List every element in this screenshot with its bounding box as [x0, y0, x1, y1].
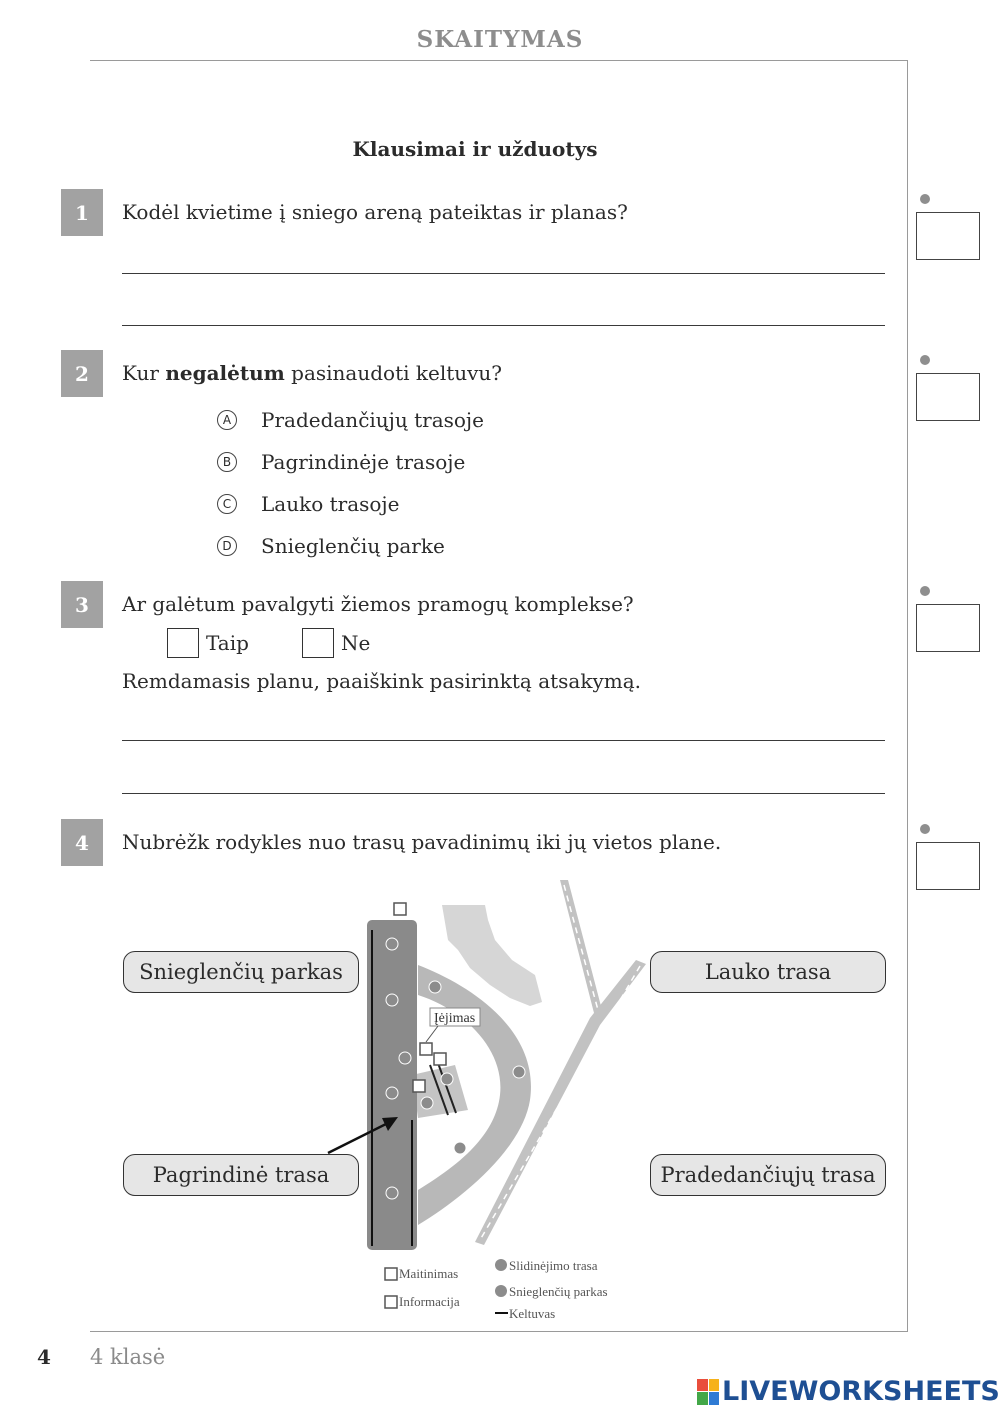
liveworksheets-icon: [697, 1379, 719, 1405]
ski-marker: [513, 1066, 525, 1078]
info-icon: [420, 1043, 432, 1055]
legend-ski: Slidinėjimo trasa: [509, 1258, 598, 1273]
option-d-letter[interactable]: D: [217, 536, 237, 556]
label-snowboard-park[interactable]: Snieglenčių parkas: [123, 951, 359, 993]
map-main-slope: [367, 920, 417, 1250]
question-3-number: 3: [61, 581, 103, 628]
no-label: Ne: [341, 631, 371, 655]
question-1-number: 1: [61, 189, 103, 236]
ski-marker: [399, 1052, 411, 1064]
question-1-text: Kodėl kvietime į sniego areną pateiktas ir planas?: [122, 200, 628, 224]
section-title: Klausimai ir užduotys: [352, 137, 598, 161]
question-2-text-start: Kur: [122, 361, 166, 385]
legend-food: Maitinimas: [399, 1266, 459, 1281]
option-a-letter[interactable]: A: [217, 410, 237, 430]
food-icon: [394, 903, 406, 915]
legend-snowboard: Snieglenčių parkas: [509, 1284, 608, 1299]
ski-marker: [429, 981, 441, 993]
yes-label: Taip: [206, 631, 249, 655]
question-4-text: Nubrėžk rodykles nuo trasų pavadinimų iki jų vietos plane.: [122, 830, 722, 854]
question-2-number: 2: [61, 350, 103, 397]
grade-label: 4 klasė: [90, 1345, 166, 1369]
map-road-top: [560, 880, 602, 1013]
ski-marker: [386, 994, 398, 1006]
legend-info-icon: [385, 1296, 397, 1308]
question-3-explain: Remdamasis planu, paaiškink pasirinktą atsakymą.: [122, 669, 642, 693]
food-icon: [413, 1080, 425, 1092]
legend-snowboard-icon: [495, 1285, 507, 1297]
question-3-text: Ar galėtum pavalgyti žiemos pramogų komplekse?: [122, 592, 634, 616]
label-beginner-slope[interactable]: Pradedančiųjų trasa: [650, 1154, 886, 1196]
legend-ski-icon: [495, 1259, 507, 1271]
legend-lift: Keltuvas: [509, 1306, 556, 1321]
ski-marker: [386, 938, 398, 950]
label-outdoor-slope[interactable]: Lauko trasa: [650, 951, 886, 993]
brand-logo[interactable]: [697, 1376, 1000, 1407]
question-2-text-bold: negalėtum: [165, 361, 285, 385]
page-header: SKAITYMAS: [416, 26, 584, 53]
option-a-label: Pradedančiųjų trasoje: [261, 408, 484, 432]
ski-marker: [441, 1073, 453, 1085]
entrance-label: Įėjimas: [434, 1011, 476, 1026]
ski-marker: [386, 1187, 398, 1199]
ski-marker: [386, 1087, 398, 1099]
option-c-label: Lauko trasoje: [261, 492, 400, 516]
question-2-text-end: pasinaudoti keltuvu?: [284, 361, 503, 385]
question-4-number: 4: [61, 819, 103, 866]
label-main-slope[interactable]: Pagrindinė trasa: [123, 1154, 359, 1196]
food-icon: [434, 1053, 446, 1065]
page-number: 4: [37, 1345, 51, 1369]
ski-marker: [454, 1142, 466, 1154]
option-d-label: Snieglenčių parke: [261, 534, 445, 558]
option-b-letter[interactable]: B: [217, 452, 237, 472]
legend-food-icon: [385, 1268, 397, 1280]
option-b-label: Pagrindinėje trasoje: [261, 450, 466, 474]
brand-name: LIVEWORKSHEETS: [722, 1376, 1000, 1407]
entrance-pointer: [426, 1026, 438, 1042]
option-c-letter[interactable]: C: [217, 494, 237, 514]
ski-marker: [421, 1097, 433, 1109]
legend-info: Informacija: [399, 1294, 460, 1309]
